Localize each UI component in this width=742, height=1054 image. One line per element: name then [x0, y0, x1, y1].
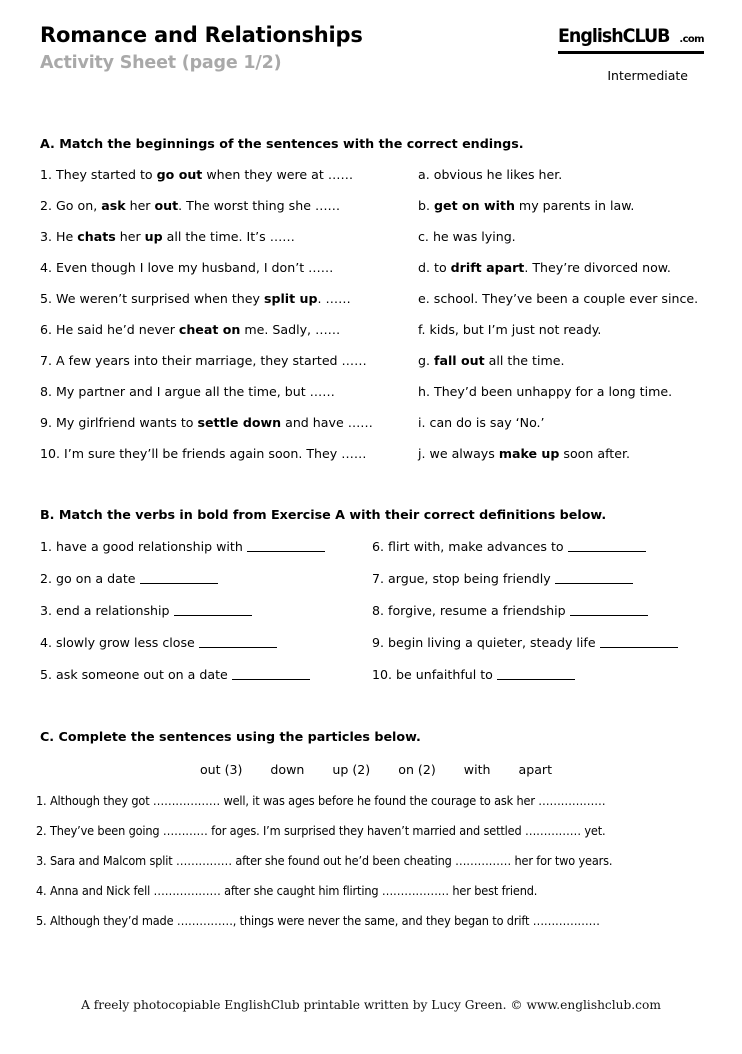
sentence-text: kids, but I’m just not ready.: [425, 322, 602, 337]
sentence-ending: [418, 291, 698, 307]
sentence-text: obvious he likes her.: [429, 167, 563, 182]
gap-fill-row: [0, 793, 742, 823]
sentence-text: Anna and Nick fell ……………… after she caught him flirting ……………… her best friend.: [46, 883, 538, 898]
page-header: [0, 0, 742, 112]
sentence-text: Go on,: [52, 198, 102, 213]
sentence-text: A few years into their marriage, they started ……: [52, 353, 367, 368]
exercise-c-heading: C. Complete the sentences using the particles below.: [40, 729, 421, 744]
item-number: 3.: [40, 229, 53, 244]
gap-fill-row: [0, 913, 742, 943]
item-number: 5.: [36, 913, 47, 928]
match-row: [0, 260, 742, 291]
item-number: e.: [418, 291, 430, 306]
definition-text: go on a date: [52, 571, 136, 586]
sentence-beginning: [40, 198, 340, 214]
answer-blank[interactable]: [199, 637, 277, 648]
sentence-text: My girlfriend wants to: [52, 415, 198, 430]
sentence-text: when they were at ……: [202, 167, 354, 182]
item-number: 1.: [40, 167, 53, 182]
match-row: [0, 415, 742, 446]
phrasal-verb: go out: [156, 167, 203, 182]
sentence-ending: [418, 198, 634, 214]
gap-fill-row: [0, 853, 742, 883]
definition-row: [0, 635, 742, 667]
sentence-ending: [418, 353, 565, 369]
gap-fill-row: [0, 883, 742, 913]
definition-item: [372, 635, 680, 651]
exercise-b-heading: B. Match the verbs in bold from Exercise A with their correct definitions below.: [40, 507, 607, 522]
definition-item: [40, 539, 327, 555]
item-number: 7.: [40, 353, 53, 368]
definition-item: [40, 571, 220, 587]
match-row: [0, 291, 742, 322]
gap-fill-sentence: [36, 883, 537, 899]
sentence-text: They’d been unhappy for a long time.: [430, 384, 673, 399]
logo-wordmark: EnglishCLUB: [558, 25, 670, 47]
sentence-text: Sara and Malcom split …………… after she found out he’d been cheating …………… her for two years.: [46, 853, 613, 868]
title-block: [40, 22, 363, 75]
sentence-ending: [418, 229, 516, 245]
gap-fill-sentence: [36, 913, 600, 929]
phrasal-verb: cheat on: [178, 322, 241, 337]
item-number: 2.: [40, 198, 53, 213]
item-number: 4.: [40, 260, 53, 275]
sentence-text: I’m sure they’ll be friends again soon. They ……: [60, 446, 367, 461]
sentence-text: . The worst thing she ……: [178, 198, 341, 213]
answer-blank[interactable]: [568, 541, 646, 552]
definition-row: [0, 667, 742, 699]
page-subtitle: Activity Sheet (page 1/2): [40, 53, 282, 73]
item-number: 7.: [372, 571, 385, 586]
definition-item: [372, 667, 577, 683]
item-number: 4.: [40, 635, 53, 650]
sentence-text: school. They’ve been a couple ever since.: [429, 291, 699, 306]
definition-row: [0, 603, 742, 635]
definition-text: begin living a quieter, steady life: [384, 635, 596, 650]
sentence-ending: [418, 167, 562, 183]
phrasal-verb: fall out: [434, 353, 485, 368]
sentence-ending: [418, 446, 630, 462]
gap-fill-sentence: [36, 823, 605, 839]
exercise-c: [0, 729, 742, 943]
sentence-text: all the time. It’s ……: [162, 229, 295, 244]
sentence-text: We weren’t surprised when they: [52, 291, 264, 306]
page-footer: A freely photocopiable EnglishClub printable written by Lucy Green. © www.englishclub.com: [81, 998, 661, 1012]
definition-text: argue, stop being friendly: [384, 571, 551, 586]
item-number: i.: [418, 415, 426, 430]
sentence-text: me. Sadly, ……: [240, 322, 341, 337]
phrasal-verb: settle down: [197, 415, 282, 430]
sentence-beginning: [40, 446, 366, 462]
sentence-text: all the time.: [484, 353, 565, 368]
sentence-text: soon after.: [559, 446, 631, 461]
sentence-ending: [418, 384, 672, 400]
sentence-text: her: [125, 198, 155, 213]
definition-item: [40, 667, 312, 683]
sentence-text: . They’re divorced now.: [524, 260, 671, 275]
logo-tld: .com: [679, 34, 704, 45]
sentence-text: Although they got ……………… well, it was ages before he found the courage to ask her ………………: [46, 793, 606, 808]
sentence-text: He: [52, 229, 78, 244]
particle-word-bank: [0, 762, 742, 777]
definition-text: ask someone out on a date: [52, 667, 228, 682]
answer-blank[interactable]: [174, 605, 252, 616]
answer-blank[interactable]: [497, 669, 575, 680]
item-number: 2.: [36, 823, 47, 838]
sentence-text: They started to: [52, 167, 157, 182]
match-row: [0, 322, 742, 353]
definition-row: [0, 571, 742, 603]
exercise-a-heading: A. Match the beginnings of the sentences with the correct endings.: [40, 136, 524, 151]
particle-option: out (3): [199, 762, 243, 777]
item-number: h.: [418, 384, 430, 399]
definition-item: [40, 603, 254, 619]
exercise-b-rows: [0, 539, 742, 699]
answer-blank[interactable]: [600, 637, 678, 648]
exercise-a-rows: [0, 167, 742, 477]
sentence-text: we always: [425, 446, 499, 461]
phrasal-verb: out: [154, 198, 179, 213]
sentence-beginning: [40, 260, 333, 276]
exercise-c-rows: [0, 793, 742, 943]
sentence-text: . ……: [317, 291, 351, 306]
logo-block: [558, 26, 704, 83]
sentence-text: Although they’d made ……………, things were never the same, and they began to drift ………………: [46, 913, 600, 928]
phrasal-verb: make up: [498, 446, 560, 461]
definition-item: [372, 571, 635, 587]
item-number: 3.: [40, 603, 53, 618]
gap-fill-row: [0, 823, 742, 853]
definition-text: slowly grow less close: [52, 635, 195, 650]
item-number: 6.: [372, 539, 385, 554]
sentence-ending: [418, 260, 671, 276]
exercise-a: [0, 136, 742, 477]
sentence-text: They’ve been going ………… for ages. I’m surprised they haven’t married and settled …………… yet.: [46, 823, 606, 838]
item-number: a.: [418, 167, 430, 182]
item-number: g.: [418, 353, 430, 368]
definition-row: [0, 539, 742, 571]
sentence-beginning: [40, 167, 353, 183]
definition-text: flirt with, make advances to: [384, 539, 564, 554]
match-row: [0, 229, 742, 260]
item-number: 1.: [40, 539, 53, 554]
gap-fill-sentence: [36, 793, 605, 809]
particle-option: apart: [518, 762, 553, 777]
sentence-text: My partner and I argue all the time, but ……: [52, 384, 335, 399]
match-row: [0, 446, 742, 477]
item-number: f.: [418, 322, 426, 337]
phrasal-verb: drift apart: [450, 260, 525, 275]
item-number: 10.: [40, 446, 61, 461]
phrasal-verb: ask: [101, 198, 126, 213]
item-number: 4.: [36, 883, 47, 898]
item-number: 2.: [40, 571, 53, 586]
item-number: b.: [418, 198, 430, 213]
match-row: [0, 167, 742, 198]
sentence-text: her: [115, 229, 145, 244]
definition-text: forgive, resume a friendship: [384, 603, 566, 618]
sentence-beginning: [40, 384, 335, 400]
particle-option: with: [463, 762, 491, 777]
definition-item: [372, 539, 648, 555]
page-title: Romance and Relationships: [40, 23, 363, 47]
sentence-text: and have ……: [281, 415, 373, 430]
definition-text: end a relationship: [52, 603, 170, 618]
item-number: 5.: [40, 667, 53, 682]
match-row: [0, 198, 742, 229]
sentence-text: Even though I love my husband, I don’t ……: [52, 260, 334, 275]
phrasal-verb: split up: [263, 291, 318, 306]
item-number: 8.: [372, 603, 385, 618]
phrasal-verb: chats: [77, 229, 116, 244]
answer-blank[interactable]: [555, 573, 633, 584]
englishclub-logo: [558, 26, 704, 54]
item-number: j.: [418, 446, 426, 461]
sentence-beginning: [40, 415, 373, 431]
answer-blank[interactable]: [140, 573, 218, 584]
answer-blank[interactable]: [247, 541, 325, 552]
item-number: 6.: [40, 322, 53, 337]
item-number: c.: [418, 229, 429, 244]
level-label: Intermediate: [607, 68, 688, 83]
sentence-ending: [418, 415, 545, 431]
sentence-beginning: [40, 229, 295, 245]
sentence-text: He said he’d never: [52, 322, 179, 337]
particle-option: down: [270, 762, 305, 777]
definition-item: [372, 603, 650, 619]
item-number: 5.: [40, 291, 53, 306]
item-number: 8.: [40, 384, 53, 399]
answer-blank[interactable]: [232, 669, 310, 680]
sentence-ending: [418, 322, 601, 338]
definition-item: [40, 635, 279, 651]
item-number: 10.: [372, 667, 393, 682]
match-row: [0, 384, 742, 415]
sentence-beginning: [40, 291, 351, 307]
match-row: [0, 353, 742, 384]
gap-fill-sentence: [36, 853, 612, 869]
sentence-text: to: [430, 260, 451, 275]
item-number: 9.: [40, 415, 53, 430]
sentence-text: my parents in law.: [514, 198, 635, 213]
exercise-b: [0, 507, 742, 699]
particle-option: on (2): [398, 762, 436, 777]
sentence-beginning: [40, 353, 367, 369]
particle-option: up (2): [332, 762, 371, 777]
item-number: 1.: [36, 793, 47, 808]
item-number: d.: [418, 260, 430, 275]
phrasal-verb: up: [144, 229, 163, 244]
sentence-beginning: [40, 322, 340, 338]
definition-text: have a good relationship with: [52, 539, 243, 554]
phrasal-verb: get on with: [434, 198, 515, 213]
sentence-text: can do is say ‘No.’: [425, 415, 545, 430]
item-number: 3.: [36, 853, 47, 868]
answer-blank[interactable]: [570, 605, 648, 616]
definition-text: be unfaithful to: [392, 667, 493, 682]
sentence-text: he was lying.: [428, 229, 516, 244]
item-number: 9.: [372, 635, 385, 650]
